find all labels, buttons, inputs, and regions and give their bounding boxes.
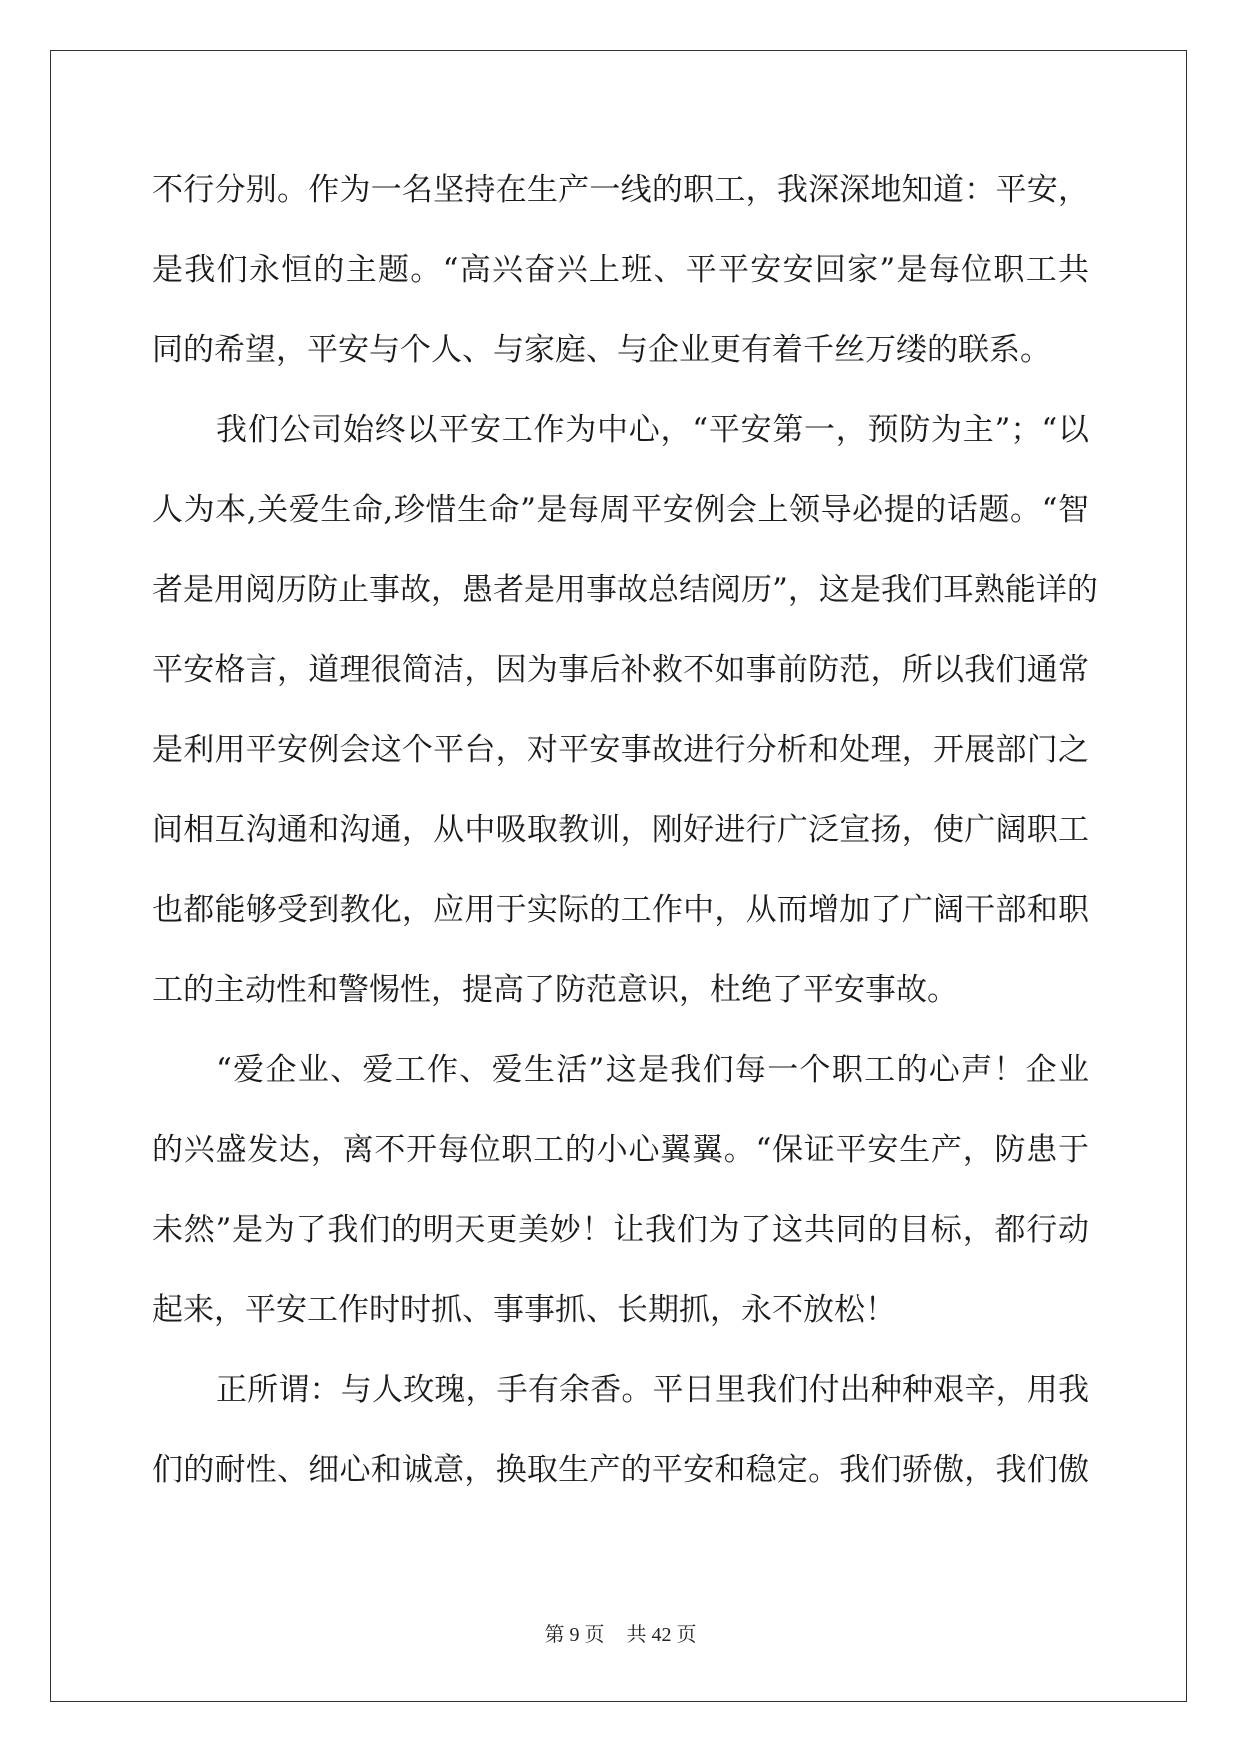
text-line: 是我们永恒的主题。“高兴奋兴上班、平平安安回家”是每位职工共 xyxy=(152,252,1089,288)
text-line: 不行分别。作为一名坚持在生产一线的职工，我深深地知道：平安， xyxy=(152,172,1089,208)
text-line: 者是用阅历防止事故，愚者是用事故总结阅历”，这是我们耳熟能详的 xyxy=(152,572,1098,608)
text-line: 也都能够受到教化，应用于实际的工作中，从而增加了广阔干部和职 xyxy=(152,892,1089,928)
text-line: 间相互沟通和沟通，从中吸取教训，刚好进行广泛宣扬，使广阔职工 xyxy=(152,812,1089,848)
page-footer xyxy=(0,1618,1241,1647)
text-line: 是利用平安例会这个平台，对平安事故进行分析和处理，开展部门之 xyxy=(152,732,1089,768)
text-line: 未然”是为了我们的明天更美妙！让我们为了这共同的目标，都行动 xyxy=(152,1212,1089,1248)
text-line: 正所谓：与人玫瑰，手有余香。平日里我们付出种种艰辛，用我 xyxy=(216,1372,1089,1408)
page-total: 共 42 页 xyxy=(626,1624,697,1646)
text-line: “爱企业、爱工作、爱生活”这是我们每一个职工的心声！企业 xyxy=(216,1052,1089,1088)
text-line: 起来，平安工作时时抓、事事抓、长期抓，永不放松！ xyxy=(152,1292,896,1328)
text-line: 平安格言，道理很简洁，因为事后补救不如事前防范，所以我们通常 xyxy=(152,652,1089,688)
page-number: 第 9 页 xyxy=(544,1624,605,1646)
text-line: 人为本,关爱生命,珍惜生命”是每周平安例会上领导必提的话题。“智 xyxy=(152,492,1089,528)
text-line: 的兴盛发达，离不开每位职工的小心翼翼。“保证平安生产，防患于 xyxy=(152,1132,1089,1168)
text-line: 同的希望，平安与个人、与家庭、与企业更有着千丝万缕的联系。 xyxy=(152,332,1051,368)
text-line: 们的耐性、细心和诚意，换取生产的平安和稳定。我们骄傲，我们傲 xyxy=(152,1452,1089,1488)
text-line: 我们公司始终以平安工作为中心，“平安第一，预防为主”；“以 xyxy=(216,412,1089,448)
text-line: 工的主动性和警惕性，提高了防范意识，杜绝了平安事故。 xyxy=(152,972,958,1008)
